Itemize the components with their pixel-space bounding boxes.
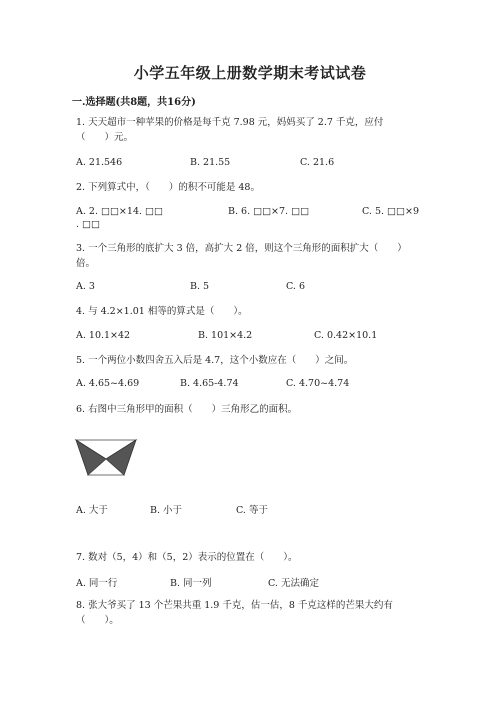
option-a[interactable]: A. 10.1×42: [76, 330, 131, 341]
question-text-line: 5. 一个两位小数四舍五入后是 4.7，这个小数应在（ ）之间。: [76, 355, 354, 366]
question-text-line: 1. 天天超市一种苹果的价格是每千克 7.98 元，妈妈买了 2.7 千克，应付: [76, 117, 384, 128]
option-a[interactable]: A. 大于: [76, 505, 108, 516]
triangles-figure: [74, 437, 138, 479]
option-b[interactable]: B. 6. □□×7. □□: [228, 206, 310, 217]
question-3: [76, 241, 426, 271]
option-a[interactable]: A. 21.546: [76, 157, 123, 168]
option-b[interactable]: B. 4.65-4.74: [180, 378, 239, 389]
question-text-line: 2. 下列算式中，（ ）的积不可能是 48。: [76, 182, 260, 193]
question-text-line: 倍。: [76, 258, 96, 269]
question-5: [76, 353, 426, 368]
question-text-line: 4. 与 4.2×1.01 相等的算式是（ ）。: [76, 306, 248, 317]
option-c[interactable]: C. 4.70~4.74: [286, 378, 350, 389]
option-a[interactable]: A. 2. □□×14. □□: [76, 206, 163, 217]
option-c[interactable]: C. 5. □□×9: [362, 206, 420, 217]
option-c[interactable]: C. 0.42×10.1: [314, 330, 378, 341]
option-c[interactable]: C. 无法确定: [268, 578, 319, 589]
question-7: [76, 550, 426, 565]
question-text-line: （ ）元。: [76, 132, 134, 143]
option-a[interactable]: A. 同一行: [76, 578, 118, 589]
option-c[interactable]: C. 21.6: [300, 157, 335, 168]
option-c[interactable]: C. 6: [286, 281, 306, 292]
option-b[interactable]: B. 101×4.2: [198, 330, 253, 341]
option-a[interactable]: A. 3: [76, 281, 95, 292]
option-c-continued: . □□: [76, 219, 100, 230]
option-b[interactable]: B. 5: [190, 281, 210, 292]
option-c[interactable]: C. 等于: [236, 505, 268, 516]
page-title: 小学五年级上册数学期末考试试卷: [133, 64, 367, 82]
question-text-line: 8. 张大爷买了 13 个芒果共重 1.9 千克，估一估，8 千克这样的芒果大约有: [76, 600, 393, 611]
option-b[interactable]: B. 小于: [150, 505, 183, 516]
option-b[interactable]: B. 同一列: [170, 578, 212, 589]
option-b[interactable]: B. 21.55: [190, 157, 231, 168]
question-6: [76, 402, 426, 417]
question-1: [76, 115, 426, 145]
section-heading: 一.选择题(共8题，共16分): [72, 97, 196, 108]
question-text-line: 3. 一个三角形的底扩大 3 倍，高扩大 2 倍，则这个三角形的面积扩大（ ）: [76, 243, 407, 254]
question-4: [76, 304, 426, 319]
question-text-line: 7. 数对（5，4）和（5，2）表示的位置在（ ）。: [76, 552, 298, 563]
question-text-line: （ ）。: [76, 615, 119, 626]
question-8: [76, 598, 426, 628]
question-text-line: 6. 右图中三角形甲的面积（ ）三角形乙的面积。: [76, 404, 298, 415]
question-2: [76, 180, 426, 195]
option-a[interactable]: A. 4.65~4.69: [76, 378, 140, 389]
